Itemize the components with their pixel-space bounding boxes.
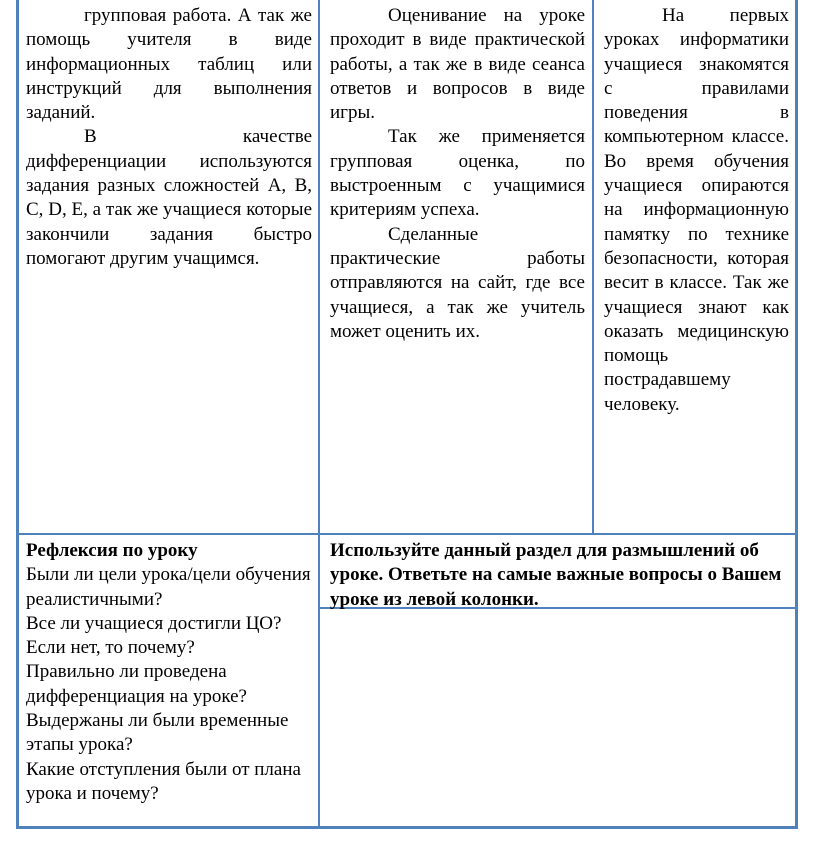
reflection-question: Какие отступления были от плана урока и почему? xyxy=(26,758,301,804)
assessment-cell xyxy=(330,4,585,344)
safety-cell xyxy=(604,4,789,417)
reflection-question: Все ли учащиеся достигли ЦО? Если нет, то почему? xyxy=(26,612,282,659)
differentiation-paragraph-1: групповая работа. А так же помощь учителя в виде информационных таблиц или инструкций для выполнения заданий. xyxy=(26,5,312,124)
reflection-question: Были ли цели урока/цели обучения реалистичными? xyxy=(26,564,311,610)
reflection-instruction: Используйте данный раздел для размышлений об уроке. Ответьте на самые важные вопросы о Вашем уроке из левой колонки. xyxy=(330,540,782,610)
assessment-paragraph-1: Оценивание на уроке проходит в виде практической работы, а так же в виде сеанса ответов и вопросов в виде игры. xyxy=(330,5,585,124)
differentiation-paragraph-2: В качестве дифференциации используются задания разных сложностей A, B, C, D, E, а так же учащиеся которые закончили задания быстро помогают другим учащимся. xyxy=(26,126,312,269)
reflection-question: Выдержаны ли были временные этапы урока? xyxy=(26,710,289,756)
safety-paragraph: На первых уроках информатики учащиеся знакомятся с правилами поведения в компьютерном классе. Во время обучения учащиеся опираются на информационную памятку по технике безопасности, которая весит в классе. Так же учащиеся знают как оказать медицинскую помощь пострадавшему человеку. xyxy=(604,5,789,415)
column-divider-1 xyxy=(318,0,320,829)
row-divider xyxy=(18,533,796,535)
column-divider-2 xyxy=(592,0,594,535)
reflection-question: Правильно ли проведена дифференциация на уроке? xyxy=(26,661,247,707)
reflection-instruction-cell xyxy=(330,539,790,612)
assessment-paragraph-2: Так же применяется групповая оценка, по выстроенным с учащимися критериям успеха. xyxy=(330,126,585,221)
reflection-questions-cell xyxy=(26,539,316,806)
differentiation-cell xyxy=(26,4,312,271)
reflection-heading: Рефлексия по уроку xyxy=(26,540,198,561)
assessment-paragraph-3: Сделанные практические работы отправляются на сайт, где все учащиеся, а так же учитель может оценить их. xyxy=(330,223,585,342)
